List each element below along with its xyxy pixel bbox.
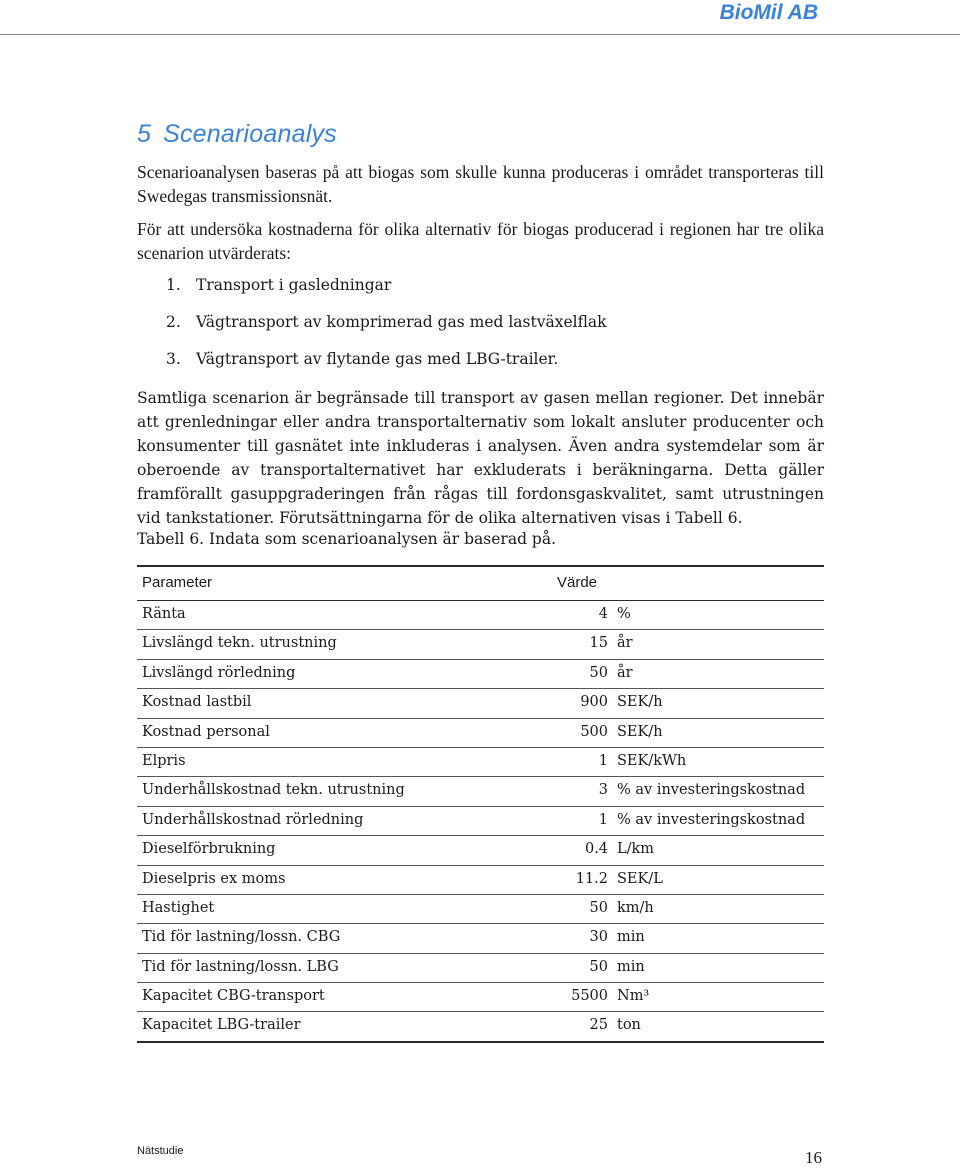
cell-parameter: Dieselförbrukning [142, 841, 276, 858]
footer-title: Nätstudie [137, 1145, 184, 1157]
cell-unit: SEK/kWh [617, 752, 687, 769]
cell-parameter: Kostnad lastbil [142, 694, 252, 711]
header-parameter: Parameter [142, 574, 213, 591]
scope-paragraph: Samtliga scenarion är begränsade till transport av gasen mellan regioner. Det innebär att grenledningar eller andra transportalternativ som lokalt ansluter producenter och konsumenter till gasnätet inte inkluderas i analysen. Även andra systemdelar som är oberoende av transportalternativet har exkluderats i beräkningarna. Detta gäller framförallt gasuppgraderingen från rågas till fordonsgaskvalitet, samt utrustningen vid tankstationer. Förutsättningarna för de olika alternativen visas i Tabell 6. [137, 389, 824, 527]
cell-parameter: Livslängd rörledning [142, 664, 296, 681]
list-item: 2. Vägtransport av komprimerad gas med lastväxelflak [166, 313, 607, 331]
cell-parameter: Underhållskostnad rörledning [142, 811, 364, 828]
cell-value: 1 [598, 752, 608, 769]
cell-parameter: Hastighet [142, 899, 215, 916]
cell-parameter: Livslängd tekn. utrustning [142, 635, 337, 652]
cell-unit: Nm³ [617, 988, 650, 1005]
cell-unit: L/km [617, 841, 655, 858]
cell-value: 0.4 [584, 841, 608, 858]
cell-unit: % [617, 606, 631, 622]
section-heading [137, 120, 337, 149]
list-item: 3. Vägtransport av flytande gas med LBG-trailer. [166, 350, 559, 368]
cell-value: 1 [598, 811, 608, 828]
cell-unit: SEK/h [617, 723, 663, 740]
table-row [137, 866, 824, 895]
section-number: 5 [137, 120, 152, 148]
intro-paragraph: Scenarioanalysen baseras på att biogas som skulle kunna produceras i området transporteras till Swedegas transmissionsnät. [137, 162, 824, 206]
cell-value: 25 [589, 1017, 608, 1034]
cell-unit: år [617, 664, 633, 681]
cell-unit: km/h [617, 899, 654, 916]
table-body [137, 601, 824, 1043]
cell-value: 500 [580, 723, 608, 740]
table-row [137, 924, 824, 953]
cell-parameter: Tid för lastning/lossn. CBG [142, 929, 341, 946]
table-row [137, 630, 824, 659]
page-number: 16 [805, 1148, 822, 1167]
table-row [137, 689, 824, 718]
table-row [137, 983, 824, 1012]
cell-parameter: Dieselpris ex moms [142, 870, 286, 887]
cell-unit: SEK/L [617, 870, 663, 887]
table-row [137, 777, 824, 806]
cell-value: 50 [589, 899, 608, 916]
cell-parameter: Ränta [142, 606, 186, 622]
alternatives-paragraph: För att undersöka kostnaderna för olika alternativ för biogas producerad i regionen har tre olika scenarion utvärderats: [137, 219, 824, 263]
table-row [137, 719, 824, 748]
cell-unit: min [617, 958, 645, 975]
cell-value: 5500 [571, 988, 608, 1005]
cell-parameter: Tid för lastning/lossn. LBG [142, 958, 339, 975]
cell-parameter: Underhållskostnad tekn. utrustning [142, 782, 405, 799]
cell-unit: SEK/h [617, 694, 663, 711]
table-row [137, 748, 824, 777]
table-header [137, 565, 824, 601]
cell-unit: min [617, 929, 645, 946]
table-caption: Tabell 6. Indata som scenarioanalysen är baserad på. [137, 530, 557, 548]
section-title: Scenarioanalys [163, 120, 337, 148]
input-data-table [137, 565, 824, 1043]
cell-parameter: Elpris [142, 752, 186, 769]
cell-parameter: Kapacitet LBG-trailer [142, 1017, 301, 1034]
cell-parameter: Kapacitet CBG-transport [142, 988, 325, 1005]
table-row [137, 660, 824, 689]
table-row [137, 954, 824, 983]
table-row [137, 601, 824, 630]
brand-name: BioMil AB [719, 1, 818, 24]
cell-value: 4 [598, 606, 608, 622]
cell-unit: % av investeringskostnad [617, 782, 806, 799]
table-row [137, 807, 824, 836]
cell-value: 50 [589, 664, 608, 681]
cell-unit: år [617, 635, 633, 652]
header-value: Värde [557, 574, 598, 591]
cell-value: 3 [598, 782, 608, 799]
header-rule [0, 34, 960, 35]
table-row [137, 836, 824, 865]
table-row [137, 895, 824, 924]
cell-value: 30 [589, 929, 608, 946]
table-row [137, 1012, 824, 1042]
cell-value: 11.2 [575, 870, 608, 887]
cell-value: 900 [580, 694, 608, 711]
list-item: 1. Transport i gasledningar [166, 276, 392, 294]
cell-unit: % av investeringskostnad [617, 811, 806, 828]
cell-value: 50 [589, 958, 608, 975]
cell-unit: ton [617, 1017, 641, 1034]
cell-parameter: Kostnad personal [142, 723, 270, 740]
cell-value: 15 [589, 635, 608, 652]
